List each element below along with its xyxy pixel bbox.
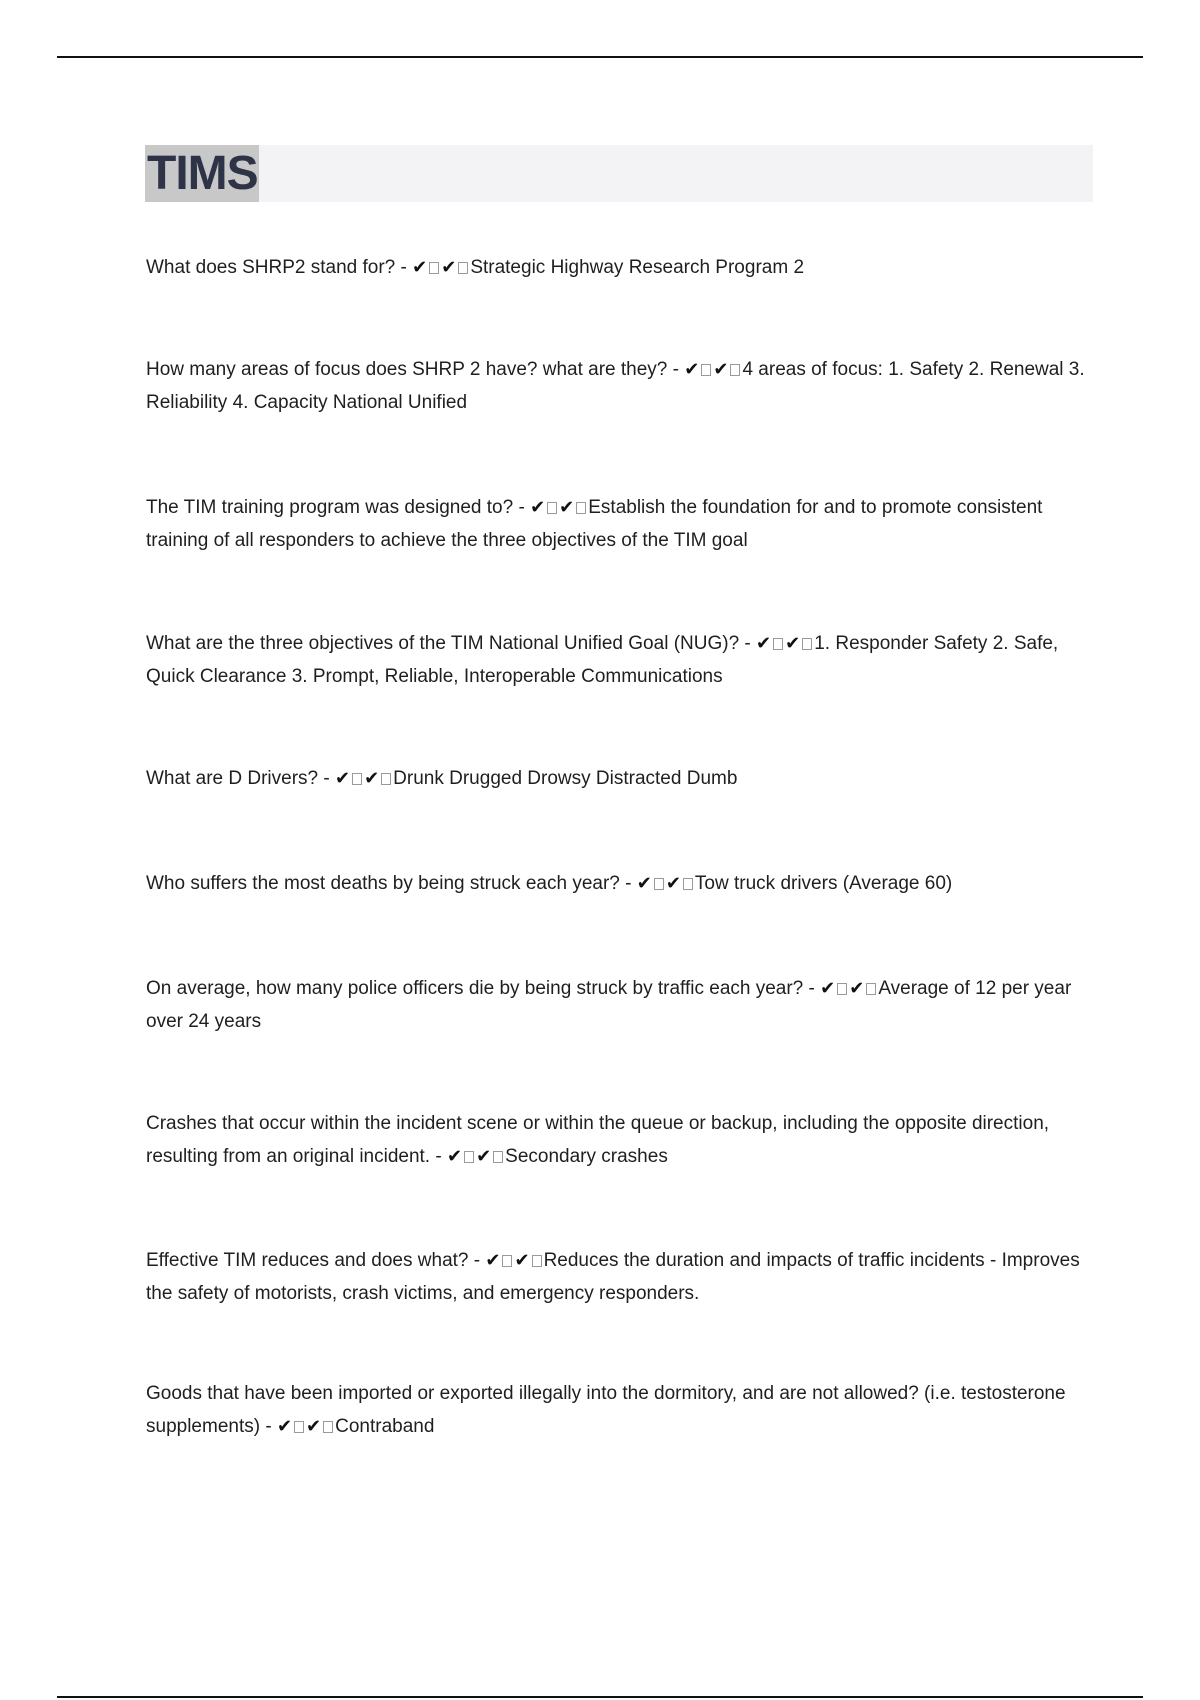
qa-item	[146, 1377, 1086, 1443]
header-rule	[57, 56, 1143, 58]
question-text: On average, how many police officers die by being struck by traffic each year? -	[146, 978, 821, 999]
box-icon	[381, 773, 391, 785]
check-icon: ✔	[849, 978, 865, 999]
question-text: Effective TIM reduces and does what? -	[146, 1250, 486, 1271]
check-icon: ✔	[684, 359, 700, 380]
question-text: What are the three objectives of the TIM National Unified Goal (NUG)? -	[146, 633, 757, 654]
answer-text: Contraband	[335, 1416, 435, 1437]
check-icon: ✔	[364, 768, 380, 789]
answer-text: 4 areas of focus: 1. Safety 2. Renewal 3. Reliability 4. Capacity National Unified	[146, 359, 1085, 413]
check-icon: ✔	[636, 873, 652, 894]
question-text: The TIM training program was designed to? -	[146, 497, 531, 518]
check-icon: ✔	[756, 633, 772, 654]
qa-item	[146, 353, 1086, 419]
box-icon	[683, 878, 693, 890]
answer-text: Drunk Drugged Drowsy Distracted Dumb	[393, 768, 738, 789]
check-icon: ✔	[485, 1250, 501, 1271]
box-icon	[730, 364, 740, 376]
box-icon	[701, 364, 711, 376]
box-icon	[323, 1421, 333, 1433]
check-icon: ✔	[785, 633, 801, 654]
box-icon	[654, 878, 664, 890]
answer-text: Tow truck drivers (Average 60)	[694, 873, 953, 894]
box-icon	[866, 983, 876, 995]
box-icon	[464, 1151, 474, 1163]
check-icon: ✔	[446, 1146, 463, 1167]
box-icon	[837, 983, 847, 995]
box-icon	[547, 502, 557, 514]
answer-text: Establish the foundation for and to promote consistent training of all responders to achieve the three objectives of the TIM goal	[146, 497, 1043, 551]
page-title: TIMS	[147, 147, 258, 200]
qa-item	[146, 627, 1086, 693]
question-text: How many areas of focus does SHRP 2 have? what are they? -	[146, 359, 685, 380]
box-icon	[502, 1255, 512, 1267]
question-text: Crashes that occur within the incident scene or within the queue or backup, including the opposite direction, resulting from an original incident. -	[146, 1113, 1050, 1167]
question-text: Goods that have been imported or exported illegally into the dormitory, and are not allowed? (i.e. testosterone supplements) -	[146, 1383, 1066, 1437]
check-icon: ✔	[820, 978, 836, 999]
check-icon: ✔	[530, 497, 546, 518]
qa-item	[146, 251, 1086, 284]
question-text: Who suffers the most deaths by being struck each year? -	[146, 873, 637, 894]
answer-text: Reduces the duration and impacts of traffic incidents - Improves the safety of motorists, crash victims, and emergency responders.	[146, 1250, 1080, 1304]
qa-item	[146, 1244, 1086, 1310]
box-icon	[352, 773, 362, 785]
check-icon: ✔	[306, 1416, 322, 1437]
answer-text: Secondary crashes	[505, 1146, 668, 1167]
box-icon	[458, 262, 468, 274]
box-icon	[294, 1421, 304, 1433]
box-icon	[576, 502, 586, 514]
answer-text: Strategic Highway Research Program 2	[470, 257, 805, 278]
question-text: What does SHRP2 stand for? -	[146, 257, 413, 278]
footer-rule	[57, 1696, 1143, 1698]
question-text: What are D Drivers? -	[146, 768, 335, 789]
title-band	[145, 145, 1093, 202]
box-icon	[802, 638, 812, 650]
check-icon: ✔	[514, 1250, 530, 1271]
qa-item	[146, 1107, 1086, 1173]
qa-item	[146, 972, 1086, 1038]
check-icon: ✔	[476, 1146, 492, 1167]
qa-item	[146, 867, 1086, 900]
check-icon: ✔	[713, 359, 729, 380]
check-icon: ✔	[665, 873, 681, 894]
box-icon	[532, 1255, 542, 1267]
check-icon: ✔	[441, 257, 457, 278]
check-icon: ✔	[412, 257, 428, 278]
box-icon	[493, 1151, 503, 1163]
box-icon	[773, 638, 783, 650]
qa-item	[146, 762, 1086, 795]
answer-text: Average of 12 per year over 24 years	[146, 978, 1072, 1032]
qa-item	[146, 491, 1086, 557]
check-icon: ✔	[559, 497, 575, 518]
box-icon	[429, 262, 439, 274]
check-icon: ✔	[276, 1416, 293, 1437]
answer-text: 1. Responder Safety 2. Safe, Quick Clearance 3. Prompt, Reliable, Interoperable Communications	[146, 633, 1059, 687]
check-icon: ✔	[334, 768, 351, 789]
